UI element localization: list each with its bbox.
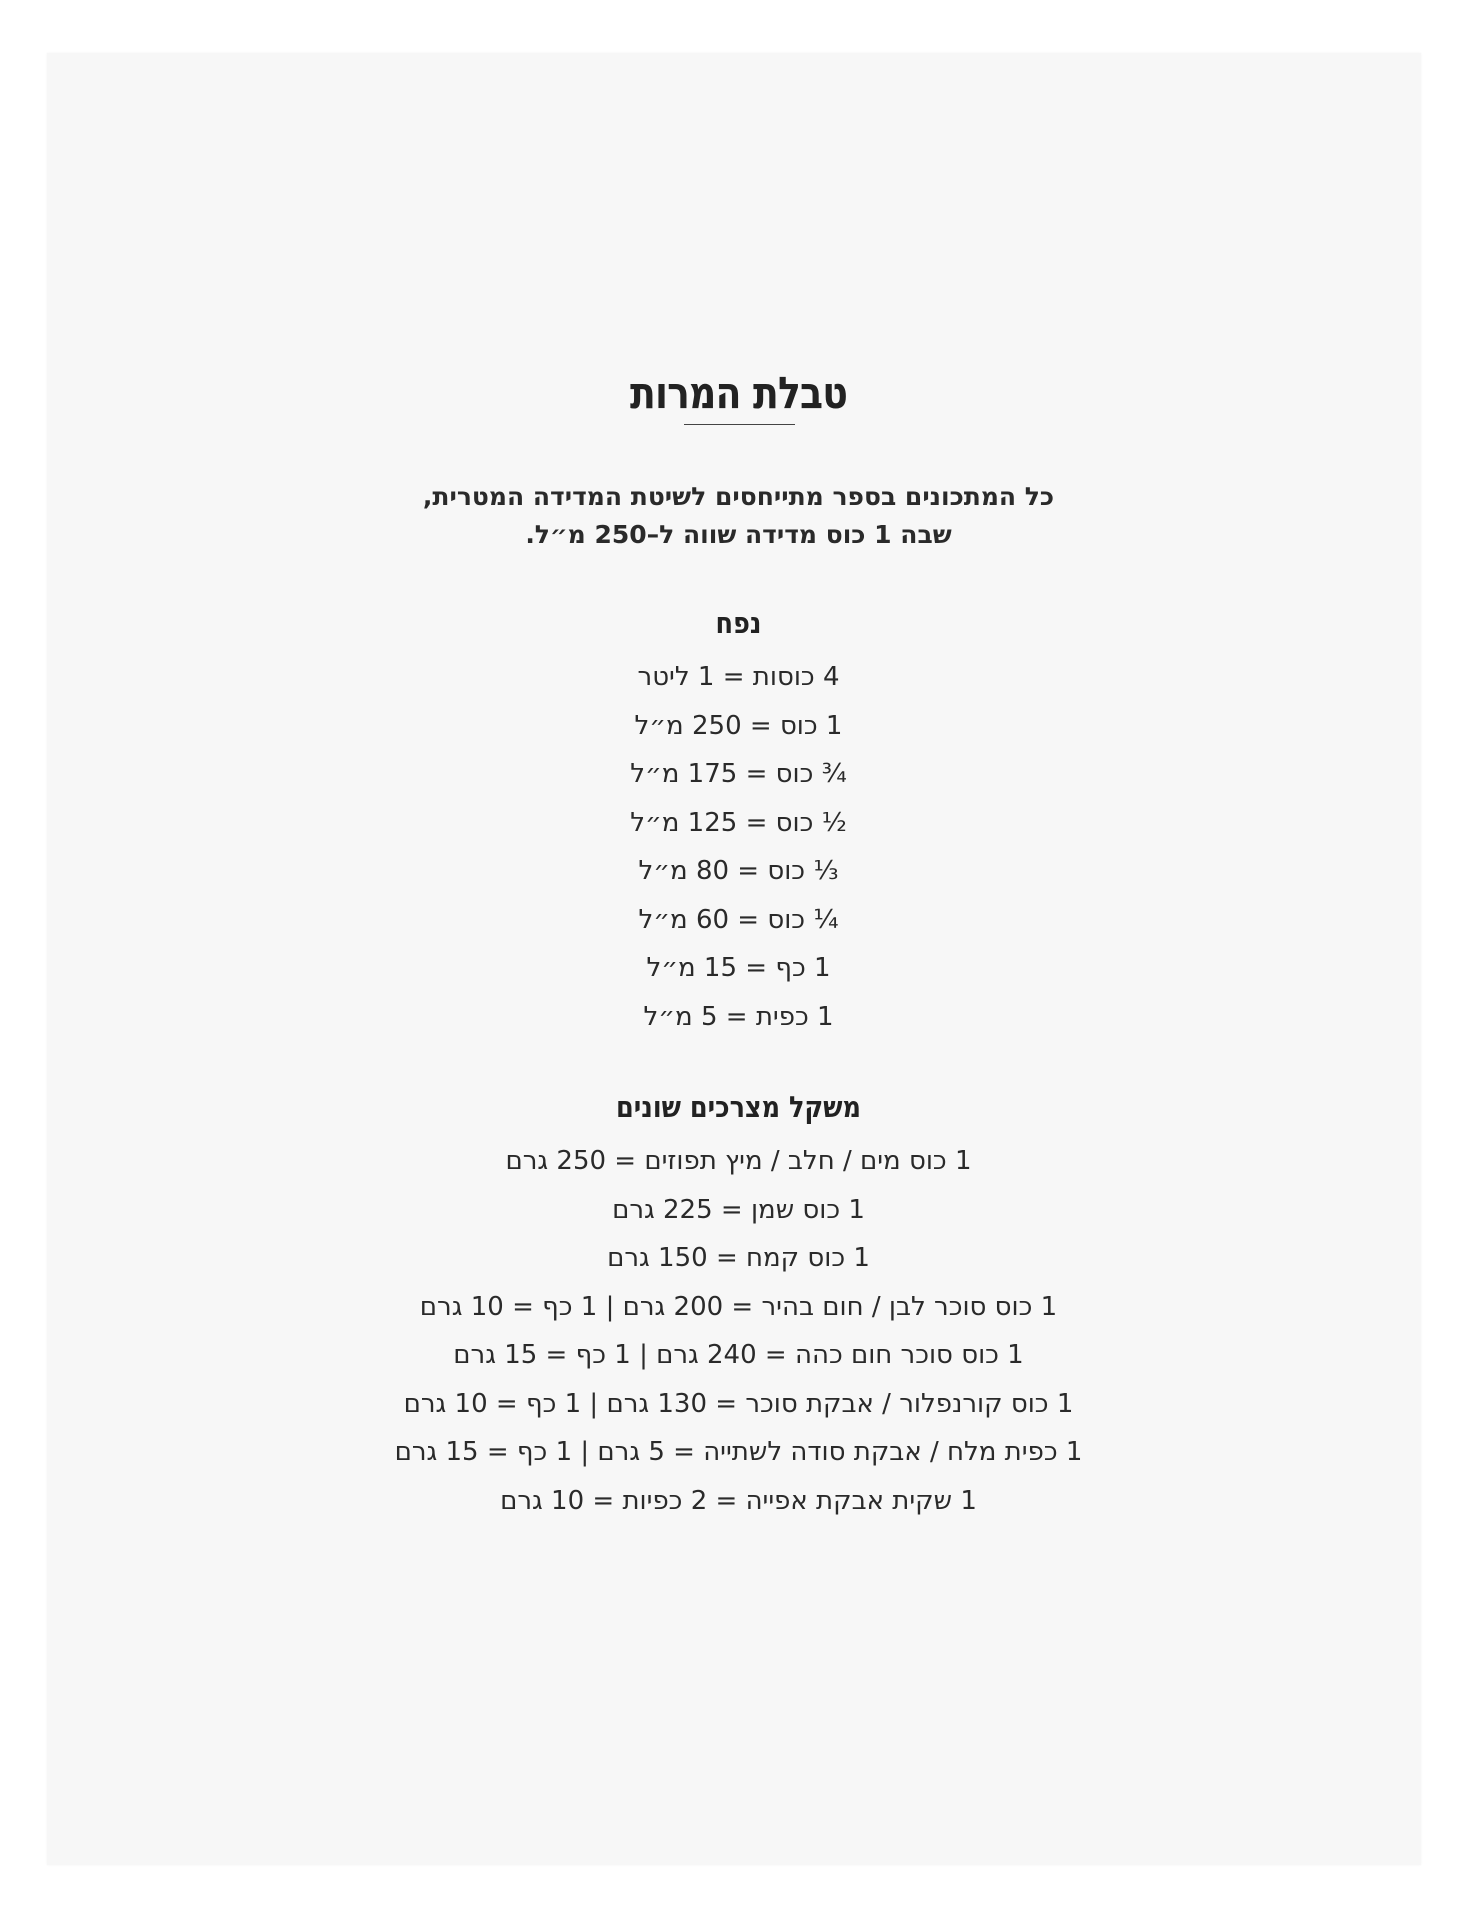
volume-list — [0, 653, 1477, 1041]
weight-row: 1 כפית מלח / אבקת סודה לשתייה = 5 גרם | 1 כף = 15 גרם — [394, 1437, 1083, 1467]
weight-row: 1 כוס שמן = 225 גרם — [612, 1194, 865, 1225]
weight-row: 1 כוס סוכר לבן / חום בהיר = 200 גרם | 1 כף = 10 גרם — [419, 1291, 1058, 1322]
volume-row: 4 כוסות = 1 ליטר — [637, 662, 840, 692]
volume-row: ¼ כוס = 60 מ״ל — [638, 904, 839, 935]
volume-row: ½ כוס = 125 מ״ל — [630, 807, 847, 838]
intro-line-2: שבה 1 כוס מדידה שווה ל–250 מ״ל. — [525, 520, 952, 549]
volume-section — [0, 603, 1477, 1041]
weight-list — [0, 1137, 1477, 1525]
page-title: טבלת המרות — [629, 368, 848, 420]
weight-row: 1 כוס מים / חלב / מיץ תפוזים = 250 גרם — [505, 1146, 972, 1176]
volume-row: 1 כפית = 5 מ״ל — [643, 1001, 834, 1032]
intro-paragraph — [0, 478, 1477, 554]
volume-row: ¾ כוס = 175 מ״ל — [630, 759, 847, 789]
volume-row: 1 כוס = 250 מ״ל — [634, 710, 843, 741]
volume-heading: נפח — [715, 606, 762, 640]
weight-row: 1 כוס קורנפלור / אבקת סוכר = 130 גרם | 1 כף = 10 גרם — [403, 1388, 1074, 1419]
weight-section — [0, 1087, 1477, 1525]
intro-line-1: כל המתכונים בספר מתייחסים לשיטת המדידה המטרית, — [422, 482, 1055, 511]
volume-row: 1 כף = 15 מ״ל — [646, 953, 831, 983]
weight-row: 1 כוס סוכר חום כהה = 240 גרם | 1 כף = 15 גרם — [453, 1340, 1024, 1370]
weight-row: 1 כוס קמח = 150 גרם — [607, 1243, 870, 1273]
weight-heading: משקל מצרכים שונים — [615, 1090, 861, 1124]
volume-row: ⅓ כוס = 80 מ״ל — [638, 856, 839, 886]
title-divider — [684, 424, 795, 425]
weight-row: 1 שקית אבקת אפייה = 2 כפיות = 10 גרם — [500, 1485, 977, 1516]
